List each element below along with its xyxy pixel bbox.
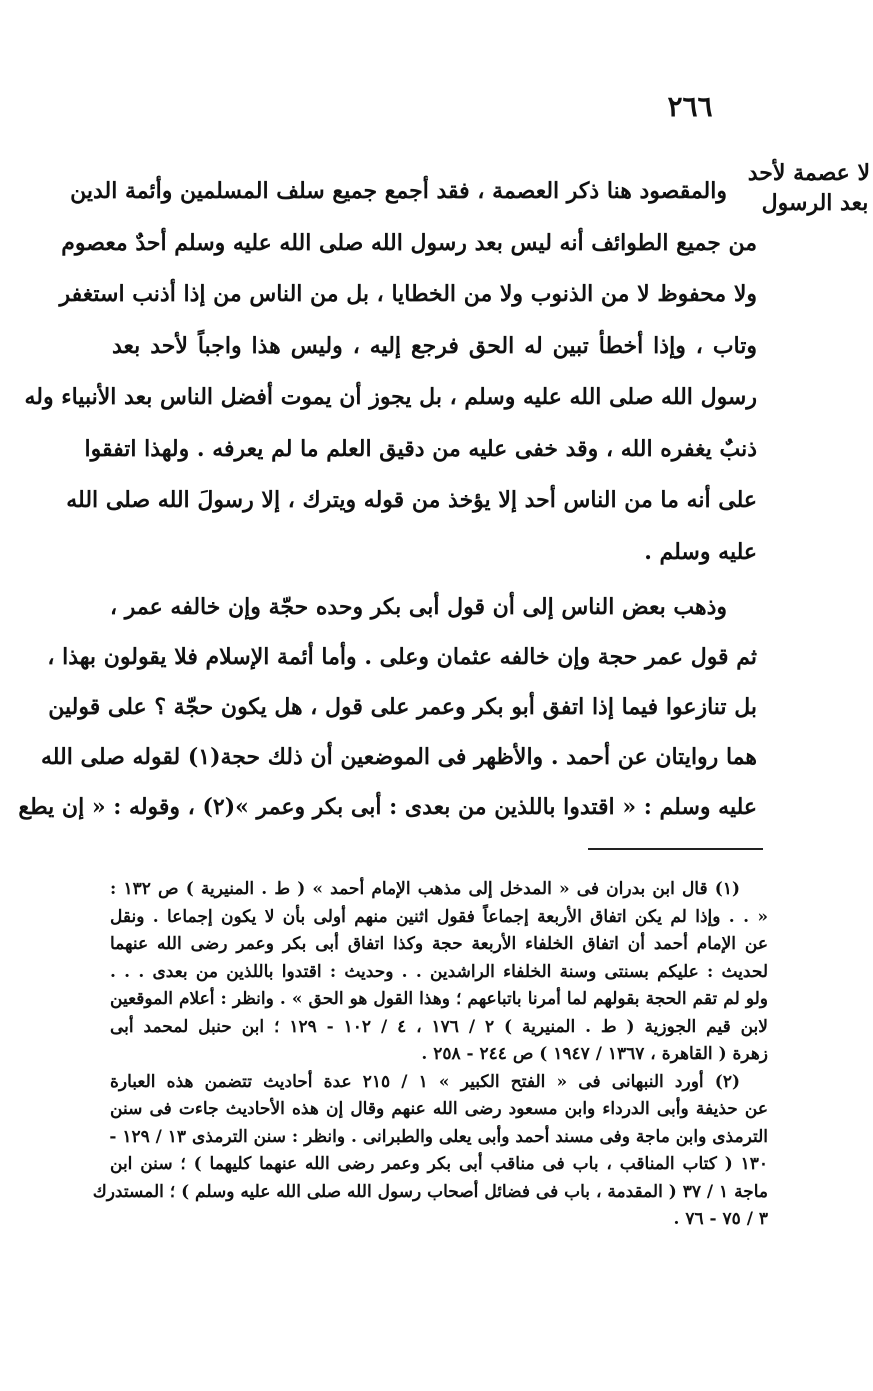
margin-note-line-2: بعد الرسول xyxy=(761,190,869,216)
paragraph-2 xyxy=(18,582,757,832)
margin-note xyxy=(747,158,870,218)
paragraph-1-line: والمقصود هنا ذكر العصمة ، فقد أجمع جميع سلف المسلمين وأئمة الدين xyxy=(70,178,727,204)
paragraph-2-line: بل تنازعوا فيما إذا اتفق أبو بكر وعمر على قول ، هل يكون حجّة ؟ على قولين xyxy=(48,694,757,720)
paragraph-2-line: هما روايتان عن أحمد . والأظهر فى الموضعين أن ذلك حجة(١) لقوله صلى الله xyxy=(40,744,757,770)
paragraph-1-line: عليه وسلم . xyxy=(644,538,757,565)
paragraph-1-line: ذنبٌ يغفره الله ، وقد خفى عليه من دقيق العلم ما لم يعرفه . ولهذا اتفقوا xyxy=(84,435,757,462)
footnote-line: لابن قيم الجوزية ( ط . المنيرية ) ٢ / ١٧٦ ، ٤ / ١٠٢ - ١٢٩ ؛ ابن حنبل لمحمد أبى xyxy=(110,1016,768,1037)
paragraph-1-line: من جميع الطوائف أنه ليس بعد رسول الله صلى الله عليه وسلم أحدٌ معصوم xyxy=(61,229,757,256)
footnote-line: « . . وإذا لم يكن اتفاق الأربعة إجماعاً فقول اثنين منهم أولى بأن لا يكون إجماعا . ونقل xyxy=(110,906,768,927)
footnote-1 xyxy=(110,876,768,1069)
footnote-line: ماجة ١ / ٣٧ ( المقدمة ، باب فى فضائل أصحاب رسول الله صلى الله عليه وسلم ) ؛ المستدرك xyxy=(92,1181,768,1202)
footnote-line: لحديث : عليكم بسنتى وسنة الخلفاء الراشدين . . وحديث : اقتدوا باللذين من بعدى . . . xyxy=(110,961,768,982)
paragraph-1-line: وتاب ، وإذا أخطأ تبين له الحق فرجع إليه ، وليس هذا واجباً لأحد بعد xyxy=(112,332,757,359)
footnote-line: زهرة ( القاهرة ، ١٣٦٧ / ١٩٤٧ ) ص ٢٤٤ - ٢٥٨ . xyxy=(421,1044,768,1064)
footnote-line: عن الإمام أحمد أن اتفاق الخلفاء الأربعة حجة وكذا اتفاق أبى بكر وعمر رضى الله عنهما xyxy=(110,934,768,954)
paragraph-1-line: ولا محفوظ لا من الذنوب ولا من الخطايا ، بل من الناس من إذا أذنب استغفر xyxy=(59,281,757,307)
paragraph-1-line: على أنه ما من الناس أحد إلا يؤخذ من قوله ويترك ، إلا رسولَ الله صلى الله xyxy=(66,487,757,513)
footnote-divider xyxy=(588,848,763,850)
paragraph-1 xyxy=(24,166,757,578)
footnote-line: (٢) أورد النبهانى فى « الفتح الكبير » ١ / ٢١٥ عدة أحاديث تتضمن هذه العبارة xyxy=(110,1071,740,1092)
footnotes xyxy=(92,876,768,1234)
footnote-line: (١) قال ابن بدران فى « المدخل إلى مذهب الإمام أحمد » ( ط . المنيرية ) ص ١٣٢ : xyxy=(110,879,740,899)
margin-note-line-1: لا عصمة لأحد xyxy=(747,160,870,186)
paragraph-1-line: رسول الله صلى الله عليه وسلم ، بل يجوز أن يموت أفضل الناس بعد الأنبياء وله xyxy=(24,384,757,410)
paragraph-2-line: وذهب بعض الناس إلى أن قول أبى بكر وحده حجّة وإن خالفه عمر ، xyxy=(110,594,727,620)
footnote-line: ١٣٠ ( كتاب المناقب ، باب فى مناقب أبى بكر وعمر رضى الله عنهما كليهما ) ؛ سنن ابن xyxy=(110,1154,768,1174)
footnote-line: ولو لم تقم الحجة بقولهم لما أمرنا باتباعهم ؛ وهذا القول هو الحق » . وانظر : أعلام الموقعين xyxy=(110,989,768,1009)
paragraph-2-line: ثم قول عمر حجة وإن خالفه عثمان وعلى . وأما أئمة الإسلام فلا يقولون بهذا ، xyxy=(47,644,757,670)
footnote-line: ٣ / ٧٥ - ٧٦ . xyxy=(673,1209,768,1229)
footnote-2 xyxy=(92,1069,768,1234)
page-number: ٢٦٦ xyxy=(667,90,713,123)
footnote-line: الترمذى وابن ماجة وفى مسند أحمد وأبى يعلى والطبرانى . وانظر : سنن الترمذى ١٣ / ١٢٩ - xyxy=(109,1126,768,1147)
paragraph-2-line: عليه وسلم : « اقتدوا باللذين من بعدى : أبى بكر وعمر »(٢) ، وقوله : « إن يطع xyxy=(18,794,757,820)
footnote-line: عن حذيفة وأبى الدرداء وابن مسعود رضى الله عنهم وقال إن هذه الأحاديث جاءت فى سنن xyxy=(110,1099,768,1119)
